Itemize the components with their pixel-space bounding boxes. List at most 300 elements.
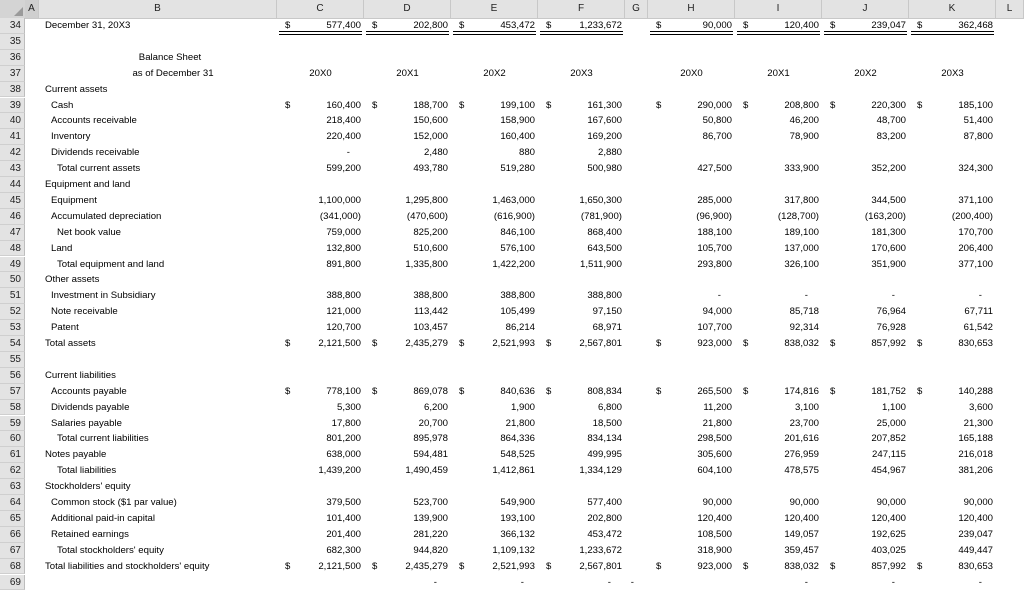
value-cell[interactable]: 493,780 — [413, 163, 448, 175]
row-header-53[interactable]: 53 — [0, 320, 25, 336]
value-cell[interactable]: 318,900 — [697, 544, 732, 556]
value-cell[interactable]: 207,852 — [871, 433, 906, 445]
row-label[interactable]: Total current liabilities — [57, 433, 149, 445]
row-label[interactable]: Notes payable — [45, 449, 107, 461]
value-cell[interactable] — [364, 479, 451, 495]
value-cell[interactable]: 265,500 — [697, 385, 732, 397]
row-header-35[interactable]: 35 — [0, 34, 25, 50]
value-cell[interactable] — [451, 34, 538, 50]
value-cell[interactable]: 76,928 — [876, 322, 906, 334]
value-cell[interactable]: 21,800 — [702, 417, 732, 429]
value-cell[interactable]: 108,500 — [697, 528, 732, 540]
value-cell[interactable] — [277, 352, 364, 368]
value-cell[interactable]: 90,000 — [702, 20, 732, 31]
value-cell[interactable] — [277, 272, 364, 288]
value-cell[interactable]: - — [630, 576, 634, 588]
value-cell[interactable]: 2,435,279 — [405, 560, 448, 572]
row-header-58[interactable]: 58 — [0, 400, 25, 416]
value-cell[interactable]: 3,600 — [968, 401, 993, 413]
value-cell[interactable]: 2,121,500 — [318, 338, 361, 349]
value-cell[interactable] — [538, 368, 625, 384]
row-label[interactable]: Total current assets — [57, 163, 141, 175]
value-cell[interactable]: 5,300 — [336, 401, 361, 413]
value-cell[interactable]: 305,600 — [697, 449, 732, 461]
value-cell[interactable] — [909, 177, 996, 193]
value-cell[interactable]: 92,314 — [789, 322, 819, 334]
value-cell[interactable]: 170,600 — [871, 242, 906, 254]
row-label[interactable]: Total stockholders' equity — [57, 544, 164, 556]
value-cell[interactable]: 20X0 — [680, 67, 703, 79]
value-cell[interactable]: 801,200 — [326, 433, 361, 445]
value-cell[interactable]: 103,457 — [413, 322, 448, 334]
row-label[interactable]: Common stock ($1 par value) — [51, 497, 177, 508]
row-header-51[interactable]: 51 — [0, 288, 25, 304]
value-cell[interactable]: 808,834 — [587, 385, 622, 397]
value-cell[interactable]: 160,400 — [500, 131, 535, 143]
value-cell[interactable]: 577,400 — [587, 497, 622, 508]
value-cell[interactable]: (781,900) — [580, 210, 622, 222]
value-cell[interactable]: 23,700 — [789, 417, 819, 429]
value-cell[interactable]: 113,442 — [414, 306, 448, 318]
value-cell[interactable] — [648, 82, 735, 98]
value-cell[interactable] — [364, 82, 451, 98]
value-cell[interactable]: 1,422,200 — [492, 258, 535, 270]
value-cell[interactable]: 18,500 — [592, 417, 622, 429]
value-cell[interactable]: (616,900) — [493, 210, 535, 222]
value-cell[interactable]: 1,463,000 — [492, 194, 535, 206]
value-cell[interactable] — [538, 272, 625, 288]
row-label[interactable] — [39, 575, 277, 591]
row-label[interactable] — [39, 352, 277, 368]
row-label[interactable]: Note receivable — [51, 306, 118, 318]
value-cell[interactable]: 825,200 — [413, 226, 448, 238]
value-cell[interactable]: 46,200 — [789, 115, 819, 127]
value-cell[interactable]: 202,800 — [587, 512, 622, 524]
value-cell[interactable]: 137,000 — [784, 242, 819, 254]
value-cell[interactable] — [625, 193, 648, 209]
value-cell[interactable]: 2,521,993 — [492, 560, 535, 572]
value-cell[interactable]: 1,511,900 — [580, 258, 622, 270]
value-cell[interactable] — [909, 368, 996, 384]
value-cell[interactable]: 298,500 — [697, 433, 732, 445]
value-cell[interactable] — [625, 559, 648, 575]
row-label[interactable]: Land — [51, 242, 73, 254]
value-cell[interactable] — [625, 511, 648, 527]
value-cell[interactable]: 20X1 — [767, 67, 790, 79]
value-cell[interactable]: 61,542 — [963, 322, 993, 334]
row-header-55[interactable]: 55 — [0, 352, 25, 368]
value-cell[interactable]: 381,206 — [958, 465, 993, 477]
value-cell[interactable]: - — [607, 576, 611, 588]
value-cell[interactable]: 2,121,500 — [318, 560, 361, 572]
value-cell[interactable] — [364, 177, 451, 193]
value-cell[interactable] — [625, 129, 648, 145]
value-cell[interactable]: 352,200 — [871, 163, 906, 175]
value-cell[interactable]: 20X2 — [854, 67, 877, 79]
row-label[interactable]: Total liabilities — [57, 465, 117, 477]
value-cell[interactable]: 759,000 — [326, 226, 361, 238]
value-cell[interactable]: 202,800 — [413, 20, 448, 31]
value-cell[interactable]: 216,018 — [958, 449, 993, 461]
value-cell[interactable]: - — [891, 290, 895, 302]
value-cell[interactable]: 838,032 — [784, 560, 819, 572]
value-cell[interactable] — [277, 575, 364, 591]
row-header-54[interactable]: 54 — [0, 336, 25, 352]
value-cell[interactable]: 1,412,861 — [492, 465, 535, 477]
value-cell[interactable] — [625, 288, 648, 304]
value-cell[interactable]: 276,959 — [784, 449, 819, 461]
value-cell[interactable]: 359,457 — [784, 544, 819, 556]
value-cell[interactable] — [822, 368, 909, 384]
select-all-corner[interactable] — [0, 0, 26, 18]
value-cell[interactable] — [625, 177, 648, 193]
value-cell[interactable]: 2,880 — [597, 147, 622, 159]
value-cell[interactable]: 643,500 — [587, 242, 622, 254]
value-cell[interactable]: 944,820 — [413, 544, 448, 556]
value-cell[interactable] — [538, 352, 625, 368]
value-cell[interactable]: 1,100,000 — [318, 194, 361, 206]
value-cell[interactable] — [648, 479, 735, 495]
value-cell[interactable]: 165,188 — [958, 433, 993, 445]
value-cell[interactable]: 333,900 — [784, 163, 819, 175]
value-cell[interactable]: 778,100 — [326, 385, 361, 397]
row-label[interactable]: Accounts payable — [51, 385, 127, 397]
value-cell[interactable] — [735, 479, 822, 495]
value-cell[interactable]: 427,500 — [697, 163, 732, 175]
value-cell[interactable] — [822, 177, 909, 193]
value-cell[interactable]: 21,800 — [505, 417, 535, 429]
value-cell[interactable]: 1,490,459 — [405, 465, 448, 477]
value-cell[interactable]: 101,400 — [326, 512, 361, 524]
value-cell[interactable] — [451, 479, 538, 495]
value-cell[interactable]: 201,616 — [784, 433, 819, 445]
value-cell[interactable]: 285,000 — [697, 194, 732, 206]
value-cell[interactable] — [909, 479, 996, 495]
row-header-62[interactable]: 62 — [0, 463, 25, 479]
value-cell[interactable] — [822, 82, 909, 98]
value-cell[interactable]: 6,800 — [597, 401, 622, 413]
value-cell[interactable]: 90,000 — [876, 497, 906, 508]
value-cell[interactable]: - — [891, 576, 895, 588]
value-cell[interactable]: 206,400 — [958, 242, 993, 254]
value-cell[interactable] — [625, 272, 648, 288]
value-cell[interactable]: 923,000 — [697, 338, 732, 349]
value-cell[interactable]: 90,000 — [702, 497, 732, 508]
value-cell[interactable]: 86,214 — [505, 322, 535, 334]
value-cell[interactable] — [538, 177, 625, 193]
value-cell[interactable]: 2,521,993 — [492, 338, 535, 349]
value-cell[interactable]: 838,032 — [784, 338, 819, 349]
value-cell[interactable] — [648, 50, 735, 66]
value-cell[interactable] — [735, 177, 822, 193]
value-cell[interactable]: - — [804, 576, 808, 588]
value-cell[interactable]: 379,500 — [326, 497, 361, 508]
value-cell[interactable]: 20X3 — [941, 67, 964, 79]
value-cell[interactable]: 830,653 — [958, 338, 993, 349]
value-cell[interactable]: 6,200 — [423, 401, 448, 413]
value-cell[interactable] — [625, 384, 648, 400]
value-cell[interactable]: 548,525 — [500, 449, 535, 461]
row-label[interactable]: Cash — [51, 99, 74, 111]
value-cell[interactable]: 20X1 — [396, 67, 419, 79]
value-cell[interactable]: 76,964 — [876, 306, 906, 318]
row-header-57[interactable]: 57 — [0, 384, 25, 400]
value-cell[interactable]: 500,980 — [587, 163, 622, 175]
row-header-52[interactable]: 52 — [0, 304, 25, 320]
column-header-D[interactable]: D — [364, 0, 451, 18]
value-cell[interactable] — [451, 177, 538, 193]
value-cell[interactable] — [909, 34, 996, 50]
value-cell[interactable]: 453,472 — [587, 528, 622, 540]
value-cell[interactable]: 834,134 — [587, 433, 622, 445]
value-cell[interactable]: 20X2 — [483, 67, 506, 79]
value-cell[interactable]: 840,636 — [500, 385, 535, 397]
value-cell[interactable]: 324,300 — [958, 163, 993, 175]
value-cell[interactable]: 388,800 — [326, 290, 361, 302]
value-cell[interactable]: (341,000) — [319, 210, 361, 222]
value-cell[interactable] — [277, 82, 364, 98]
value-cell[interactable]: 167,600 — [587, 115, 622, 127]
value-cell[interactable]: 594,481 — [413, 449, 448, 461]
value-cell[interactable] — [277, 34, 364, 50]
value-cell[interactable]: 857,992 — [871, 338, 906, 349]
value-cell[interactable]: - — [978, 290, 982, 302]
value-cell[interactable]: 1,650,300 — [579, 194, 622, 206]
value-cell[interactable]: 895,978 — [413, 433, 448, 445]
value-cell[interactable]: 290,000 — [697, 99, 732, 111]
value-cell[interactable]: 478,575 — [784, 465, 819, 477]
value-cell[interactable]: 132,800 — [326, 242, 361, 254]
value-cell[interactable]: 326,100 — [784, 258, 819, 270]
value-cell[interactable]: 891,800 — [326, 258, 361, 270]
value-cell[interactable]: 120,400 — [697, 512, 732, 524]
value-cell[interactable] — [909, 352, 996, 368]
value-cell[interactable]: 25,000 — [876, 417, 906, 429]
value-cell[interactable]: 68,971 — [592, 322, 622, 334]
row-label[interactable]: Total liabilities and stockholders' equity — [45, 560, 210, 572]
value-cell[interactable] — [822, 34, 909, 50]
value-cell[interactable]: - — [520, 576, 524, 588]
value-cell[interactable]: 17,800 — [331, 417, 361, 429]
value-cell[interactable] — [625, 479, 648, 495]
value-cell[interactable]: 105,499 — [500, 306, 535, 318]
value-cell[interactable] — [648, 352, 735, 368]
value-cell[interactable] — [625, 257, 648, 273]
value-cell[interactable]: 188,700 — [413, 99, 448, 111]
value-cell[interactable]: 2,480 — [423, 147, 448, 159]
value-cell[interactable]: (128,700) — [777, 210, 819, 222]
row-label[interactable]: Balance Sheet — [138, 51, 202, 63]
value-cell[interactable] — [538, 50, 625, 66]
value-cell[interactable]: 67,711 — [964, 306, 993, 318]
value-cell[interactable]: 1,233,672 — [579, 20, 622, 31]
value-cell[interactable]: 638,000 — [326, 449, 361, 461]
row-header-39[interactable]: 39 — [0, 98, 25, 114]
row-label[interactable]: Total assets — [45, 338, 96, 349]
column-header-H[interactable]: H — [648, 0, 735, 18]
value-cell[interactable] — [625, 320, 648, 336]
row-header-36[interactable]: 36 — [0, 50, 25, 66]
row-header-61[interactable]: 61 — [0, 447, 25, 463]
row-header-63[interactable]: 63 — [0, 479, 25, 495]
value-cell[interactable]: 1,900 — [510, 401, 535, 413]
row-header-42[interactable]: 42 — [0, 145, 25, 161]
row-label[interactable]: Stockholders' equity — [45, 481, 131, 493]
row-label[interactable]: Retained earnings — [51, 528, 129, 540]
value-cell[interactable]: 239,047 — [958, 528, 993, 540]
column-header-K[interactable]: K — [909, 0, 996, 18]
value-cell[interactable]: 604,100 — [697, 465, 732, 477]
value-cell[interactable]: 1,295,800 — [405, 194, 448, 206]
value-cell[interactable]: 388,800 — [500, 290, 535, 302]
row-header-34[interactable]: 34 — [0, 18, 25, 34]
column-header-I[interactable]: I — [735, 0, 822, 18]
value-cell[interactable] — [625, 50, 648, 66]
value-cell[interactable] — [735, 368, 822, 384]
row-label[interactable]: Equipment — [51, 194, 97, 206]
row-label[interactable]: Investment in Subsidiary — [51, 290, 156, 302]
row-header-46[interactable]: 46 — [0, 209, 25, 225]
value-cell[interactable] — [735, 82, 822, 98]
value-cell[interactable]: 869,078 — [413, 385, 448, 397]
column-header-E[interactable]: E — [451, 0, 538, 18]
value-cell[interactable]: 868,400 — [587, 226, 622, 238]
value-cell[interactable]: (200,400) — [951, 210, 993, 222]
value-cell[interactable]: 377,100 — [958, 258, 993, 270]
value-cell[interactable]: 199,100 — [500, 99, 535, 111]
column-header-F[interactable]: F — [538, 0, 625, 18]
value-cell[interactable] — [538, 82, 625, 98]
row-label[interactable] — [39, 34, 277, 50]
row-header-44[interactable]: 44 — [0, 177, 25, 193]
value-cell[interactable]: 453,472 — [500, 20, 535, 31]
value-cell[interactable]: (470,600) — [406, 210, 448, 222]
value-cell[interactable]: 3,100 — [794, 401, 819, 413]
value-cell[interactable]: 220,300 — [871, 99, 906, 111]
value-cell[interactable]: 510,600 — [413, 242, 448, 254]
value-cell[interactable] — [364, 50, 451, 66]
value-cell[interactable]: 293,800 — [697, 258, 732, 270]
value-cell[interactable]: 281,220 — [413, 528, 448, 540]
row-header-59[interactable]: 59 — [0, 416, 25, 432]
value-cell[interactable]: 140,288 — [958, 385, 993, 397]
value-cell[interactable]: 351,900 — [871, 258, 906, 270]
row-header-66[interactable]: 66 — [0, 527, 25, 543]
value-cell[interactable] — [648, 177, 735, 193]
value-cell[interactable] — [451, 368, 538, 384]
value-cell[interactable] — [909, 50, 996, 66]
value-cell[interactable]: 1,109,132 — [492, 544, 535, 556]
value-cell[interactable]: 21,300 — [963, 417, 993, 429]
row-header-50[interactable]: 50 — [0, 272, 25, 288]
row-header-68[interactable]: 68 — [0, 559, 25, 575]
value-cell[interactable]: (96,900) — [696, 210, 732, 222]
value-cell[interactable] — [364, 368, 451, 384]
value-cell[interactable]: 169,200 — [587, 131, 622, 143]
value-cell[interactable]: 181,752 — [871, 385, 906, 397]
value-cell[interactable] — [735, 352, 822, 368]
value-cell[interactable] — [625, 400, 648, 416]
value-cell[interactable] — [625, 416, 648, 432]
value-cell[interactable]: 94,000 — [702, 306, 732, 318]
value-cell[interactable]: 83,200 — [876, 131, 906, 143]
value-cell[interactable] — [364, 352, 451, 368]
value-cell[interactable]: 220,400 — [326, 131, 361, 143]
value-cell[interactable]: 362,468 — [958, 20, 993, 31]
value-cell[interactable]: 105,700 — [697, 242, 732, 254]
value-cell[interactable]: 371,100 — [958, 194, 993, 206]
value-cell[interactable] — [625, 34, 648, 50]
value-cell[interactable]: 158,900 — [500, 115, 535, 127]
value-cell[interactable]: 188,100 — [697, 226, 732, 238]
value-cell[interactable] — [451, 272, 538, 288]
value-cell[interactable]: 523,700 — [413, 497, 448, 508]
value-cell[interactable] — [625, 543, 648, 559]
value-cell[interactable] — [648, 575, 735, 591]
value-cell[interactable] — [648, 368, 735, 384]
value-cell[interactable] — [538, 34, 625, 50]
value-cell[interactable]: 97,150 — [592, 306, 622, 318]
column-header-G[interactable]: G — [625, 0, 648, 18]
row-header-60[interactable]: 60 — [0, 431, 25, 447]
value-cell[interactable]: 682,300 — [326, 544, 361, 556]
value-cell[interactable] — [909, 272, 996, 288]
value-cell[interactable]: 20,700 — [418, 417, 448, 429]
value-cell[interactable]: 120,400 — [871, 512, 906, 524]
column-header-A[interactable]: A — [25, 0, 39, 18]
value-cell[interactable]: 120,400 — [784, 512, 819, 524]
row-header-69[interactable]: 69 — [0, 575, 25, 591]
value-cell[interactable]: 454,967 — [871, 465, 906, 477]
value-cell[interactable] — [625, 241, 648, 257]
value-cell[interactable]: 2,435,279 — [405, 338, 448, 349]
row-header-64[interactable]: 64 — [0, 495, 25, 511]
row-label[interactable]: Current liabilities — [45, 369, 116, 381]
value-cell[interactable]: 576,100 — [500, 242, 535, 254]
value-cell[interactable]: 923,000 — [697, 560, 732, 572]
value-cell[interactable] — [822, 272, 909, 288]
value-cell[interactable]: 830,653 — [958, 560, 993, 572]
value-cell[interactable]: 519,280 — [500, 163, 535, 175]
value-cell[interactable]: 449,447 — [958, 544, 993, 556]
value-cell[interactable]: 90,000 — [789, 497, 819, 508]
value-cell[interactable]: 317,800 — [784, 194, 819, 206]
value-cell[interactable] — [625, 66, 648, 82]
row-header-48[interactable]: 48 — [0, 241, 25, 257]
column-header-J[interactable]: J — [822, 0, 909, 18]
value-cell[interactable]: 11,200 — [703, 401, 732, 413]
value-cell[interactable]: 499,995 — [587, 449, 622, 461]
row-label[interactable]: Accumulated depreciation — [51, 210, 162, 222]
row-header-49[interactable]: 49 — [0, 257, 25, 273]
value-cell[interactable] — [451, 352, 538, 368]
value-cell[interactable]: 48,700 — [876, 115, 906, 127]
value-cell[interactable] — [625, 145, 648, 161]
value-cell[interactable]: 403,025 — [871, 544, 906, 556]
value-cell[interactable] — [538, 479, 625, 495]
value-cell[interactable]: 1,334,129 — [579, 465, 622, 477]
value-cell[interactable]: 846,100 — [500, 226, 535, 238]
value-cell[interactable]: 1,439,200 — [318, 465, 361, 477]
value-cell[interactable] — [364, 34, 451, 50]
value-cell[interactable] — [364, 272, 451, 288]
value-cell[interactable]: 189,100 — [784, 226, 819, 238]
value-cell[interactable] — [648, 272, 735, 288]
row-header-65[interactable]: 65 — [0, 511, 25, 527]
column-header-B[interactable]: B — [39, 0, 277, 18]
value-cell[interactable] — [625, 18, 648, 34]
row-header-40[interactable]: 40 — [0, 113, 25, 129]
